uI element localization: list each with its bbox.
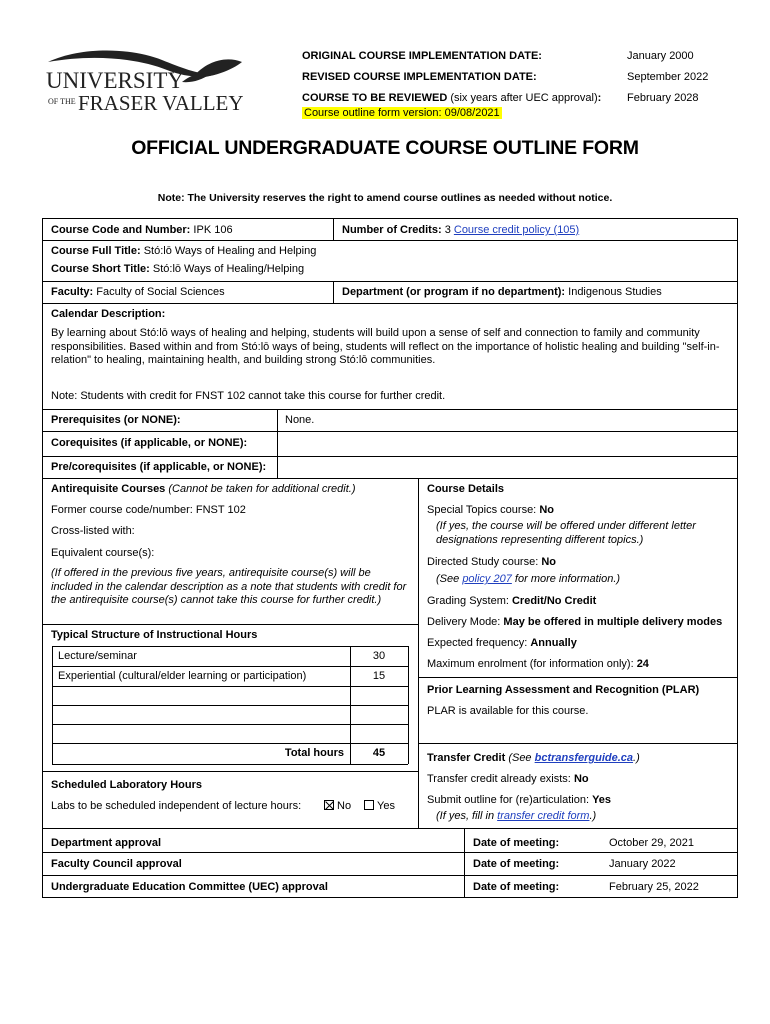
total-hours-value: 45 [372, 747, 386, 759]
short-title-cell: Course Short Title: Stó:lō Ways of Healing/Helping [51, 263, 305, 275]
submit-articulation: Submit outline for (re)articulation: Yes [427, 794, 612, 806]
logo-line2b: FRASER VALLEY [78, 91, 244, 115]
divider [42, 409, 738, 410]
divider [418, 743, 738, 744]
special-topics: Special Topics course: No [427, 504, 554, 516]
transfer-exists: Transfer credit already exists: No [427, 773, 589, 785]
antirequisite-note: (If offered in the previous five years, antirequisite course(s) will be included in the calendar description as a note that students with credit for the antirequisite course(s) cannot take this course for further credit.) [51, 567, 407, 606]
divider [52, 705, 408, 706]
full-title-cell: Course Full Title: Stó:lō Ways of Healing and Helping [51, 245, 317, 257]
uec-approval-date: February 25, 2022 [609, 881, 699, 893]
faculty-cell: Faculty: Faculty of Social Sciences [51, 286, 225, 298]
cross-listed: Cross-listed with: [51, 525, 135, 537]
instructional-hours-label: Typical Structure of Instructional Hours [51, 629, 258, 641]
divider [42, 852, 738, 853]
hours-row-name: Lecture/seminar [58, 650, 137, 662]
lab-hours-question: Labs to be scheduled independent of lecture hours: [51, 800, 302, 812]
revised-date-value: September 2022 [627, 71, 709, 83]
calendar-description-text: By learning about Stó:lō ways of healing and helping, students will build upon a sense of self and connection to family and community responsibilities. Based within and from Stó:lō ways of being, students will reflect on the importance of holistic healing and building "self-in-relation" to healing, maintaining health, and building strong Stó:lō communities. [51, 327, 720, 366]
divider [52, 724, 408, 725]
divider [418, 478, 419, 828]
date-of-meeting-label: Date of meeting: [473, 881, 560, 893]
amend-note: Note: The University reserves the right to amend course outlines as needed without notice. [157, 192, 613, 204]
divider [42, 624, 418, 625]
delivery-mode: Delivery Mode: May be offered in multiple delivery modes [427, 616, 723, 628]
divider [42, 828, 738, 829]
total-hours-label: Total hours [284, 747, 344, 759]
plar-label: Prior Learning Assessment and Recognition (PLAR) [427, 684, 700, 696]
department-approval-date: October 29, 2021 [609, 837, 695, 849]
divider [52, 743, 408, 744]
hours-row-value: 30 [372, 650, 386, 662]
plar-text: PLAR is available for this course. [427, 705, 589, 717]
divider [42, 281, 738, 282]
divider [52, 646, 408, 647]
revised-date-label: REVISED COURSE IMPLEMENTATION DATE: [302, 71, 537, 83]
hours-row-name: Experiential (cultural/elder learning or participation) [58, 670, 307, 682]
former-course: Former course code/number: FNST 102 [51, 504, 246, 516]
prerequisites-value: None. [285, 414, 315, 426]
review-date-label: COURSE TO BE REVIEWED (six years after UEC approval): [302, 92, 602, 104]
directed-study: Directed Study course: No [427, 556, 557, 568]
course-code-cell: Course Code and Number: IPK 106 [51, 224, 233, 236]
divider [52, 666, 408, 667]
special-topics-note: (If yes, the course will be offered under different letter designations representing different topics.) [436, 520, 696, 546]
faculty-council-approval-date: January 2022 [609, 858, 676, 870]
course-details-label: Course Details [427, 483, 505, 495]
divider [418, 677, 738, 678]
max-enrolment: Maximum enrolment (for information only): 24 [427, 658, 649, 670]
expected-frequency: Expected frequency: Annually [427, 637, 577, 649]
logo-line1: UNIVERSITY [46, 68, 184, 93]
credit-policy-link[interactable]: Course credit policy (105) [453, 224, 580, 236]
submit-articulation-note: (If yes, fill in transfer credit form.) [436, 810, 597, 822]
calendar-description-label: Calendar Description: [51, 308, 166, 320]
directed-study-note: (See policy 207 for more information.) [436, 573, 621, 585]
divider [42, 431, 738, 432]
calendar-note: Note: Students with credit for FNST 102 cannot take this course for further credit. [51, 390, 446, 402]
transfer-credit-form-link[interactable]: transfer credit form [497, 810, 590, 822]
department-cell: Department (or program if no department): Indigenous Studies [342, 286, 662, 298]
transfer-credit-label: Transfer Credit (See bctransferguide.ca.) [427, 752, 640, 764]
department-approval-label: Department approval [51, 837, 162, 849]
review-date-value: February 2028 [627, 92, 699, 104]
date-of-meeting-label: Date of meeting: [473, 858, 560, 870]
equivalent-courses: Equivalent course(s): [51, 547, 155, 559]
lab-hours-label: Scheduled Laboratory Hours [51, 779, 202, 791]
corequisites-label: Corequisites (if applicable, or NONE): [51, 437, 248, 449]
credits-cell: Number of Credits: 3 Course credit policy (105) [342, 224, 580, 236]
faculty-council-approval-label: Faculty Council approval [51, 858, 182, 870]
precorequisites-label: Pre/corequisites (if applicable, or NONE): [51, 461, 267, 473]
divider [333, 218, 334, 240]
divider [42, 771, 418, 772]
checked-checkbox-icon[interactable] [324, 800, 334, 810]
policy-207-link[interactable]: policy 207 [462, 573, 512, 585]
form-version-badge: Course outline form version: 09/08/2021 [304, 107, 500, 119]
university-logo [42, 48, 252, 120]
form-title: OFFICIAL UNDERGRADUATE COURSE OUTLINE FORM [131, 137, 639, 159]
original-date-label: ORIGINAL COURSE IMPLEMENTATION DATE: [302, 50, 542, 62]
uec-approval-label: Undergraduate Education Committee (UEC) approval [51, 881, 328, 893]
divider [277, 409, 278, 478]
divider [333, 281, 334, 303]
prerequisites-label: Prerequisites (or NONE): [51, 414, 181, 426]
leaf-swoosh-icon [42, 48, 252, 120]
labs-yes-option[interactable]: Yes [364, 799, 395, 813]
divider [42, 478, 738, 479]
bctransferguide-link[interactable]: bctransferguide.ca [534, 752, 634, 764]
divider [42, 240, 738, 241]
divider [408, 646, 409, 764]
antirequisite-label: Antirequisite Courses (Cannot be taken for additional credit.) [51, 483, 356, 495]
divider [42, 303, 738, 304]
labs-no-option[interactable]: No [324, 799, 351, 813]
unchecked-checkbox-icon[interactable] [364, 800, 374, 810]
divider [464, 828, 465, 898]
logo-line2a: OF THE [48, 97, 76, 106]
hours-row-value: 15 [372, 670, 386, 682]
divider [52, 686, 408, 687]
divider [42, 456, 738, 457]
grading-system: Grading System: Credit/No Credit [427, 595, 597, 607]
date-of-meeting-label: Date of meeting: [473, 837, 560, 849]
divider [42, 875, 738, 876]
original-date-value: January 2000 [627, 50, 694, 62]
divider [52, 764, 408, 765]
